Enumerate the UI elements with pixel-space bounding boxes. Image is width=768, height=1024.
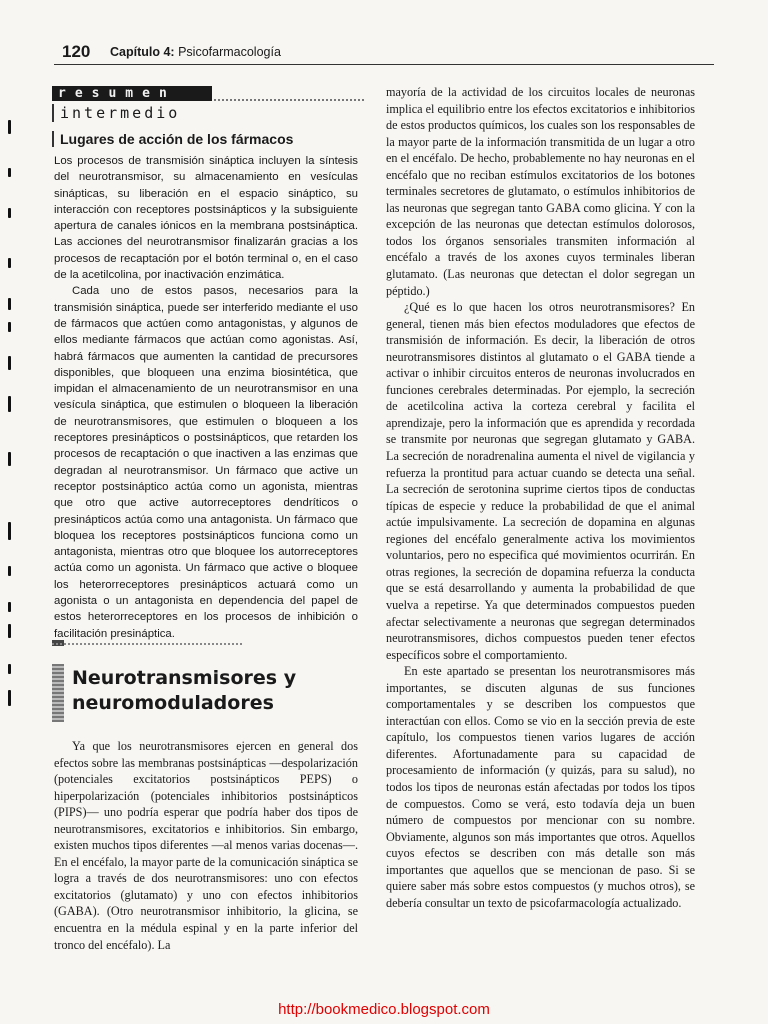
margin-mark [8,522,11,540]
summary-paragraph: Cada uno de estos pasos, necesarios para la transmisión sináptica, puede ser interferido mediante el uso de fármacos que actúen como antagonistas, y algunos de ellos mediante fármacos que actúan como agonistas. Así, habrá fármacos que aumenten la cantidad de precursores disponibles, que bloqueen una enzima biosintética, que impidan el almacenamiento de un neurotransmisor en una vesícula sináptica, que estimulen o bloqueen la liberación de neurotransmisores, que estimulen o bloqueen a los receptores presinápticos o postsinápticos, que retarden los procesos de recaptación o que inactiven a las enzimas que degradan al neurotransmisor. Un fármaco que active un receptor postsináptico actúa como un agonista, mientras que otro que active autorreceptores dendríticos o presinápticos actúa como una antagonista. Un fármaco que bloquea los receptores postsinápticos funciona como un antagonista, mientras otro que bloquee los autorreceptores actúa como un agonista. Un fármaco que active o bloquee los heterorreceptores presinápticos actuará como un agonista o un antagonista en dependencia del papel de estos heterorreceptores en los procesos de inhibición o facilitación presináptica. [54,285,358,640]
summary-paragraph: Los procesos de transmisión sináptica incluyen la síntesis del neurotransmisor, su almacenamiento en vesículas sinápticas, su liberación en el espacio sináptico, su interacción con receptores postsinápticos y la subsiguiente apertura de canales iónicos en la membrana postsináptica. Las acciones del neurotransmisor finalizarán gracias a los procesos de recaptación por el botón terminal o, en el caso de la acetilcolina, por inactivación enzimática. [54,155,358,282]
margin-mark [8,322,11,332]
body-paragraph: En este apartado se presentan los neurotransmisores más importantes, se discuten algunas de sus funciones comportamentales y se describen los compuestos que interactúan con ellos. Como se vio en la sección previa de este capítulo, los compuestos tienen varios lugares de acción diferentes. Afortunadamente para su capacidad de procesamiento de información (y quizás, para su salud), no todos los tipos de neuronas están afectadas por todos los tipos de compuestos. Como se verá, esto todavía deja un buen número de compuestos por mencionar con su nombre. Obviamente, algunos son más importantes que otros. Aquellos cuyos efectos se describen con más detalle son más importantes que aquellos que se mencionan de paso. Si se quiere saber más sobre estos compuestos (y muchos otros), se debería consultar un texto de psicofarmacología actualizado. [386,664,695,910]
body-paragraph: Ya que los neurotransmisores ejercen en general dos efectos sobre las membranas postsinápticas —despolarización (potenciales excitatorios postsinápticos PEPS) o hiperpolarización (potenciales inhibitorios postsinápticos (PIPS)— uno podría esperar que podría haber dos tipos de neurotransmisores, excitatorios e inhibitorios. Sin embargo, existen muchos tipos diferentes —al menos varias docenas—. En el encéfalo, la mayor parte de la comunicación sináptica se logra a través de dos neurotransmisores: uno con efectos excitatorios (glutamato) y uno con efectos inhibitorios (GABA). (Otro neurotransmisor inhibitorio, la glicina, se encuentra en la médula espinal y en la parte inferior del tronco del encéfalo). La [54,739,358,952]
summary-text [54,153,358,642]
margin-mark [8,452,11,466]
chapter-title: Psicofarmacología [178,45,281,59]
margin-mark [8,208,11,218]
summary-banner: resumen [52,86,212,101]
section-bar [52,664,64,722]
margin-mark [8,298,11,310]
summary-heading: Lugares de acción de los fármacos [52,131,293,147]
margin-mark [8,602,11,612]
section-title: Neurotransmisores y neuromoduladores [72,667,297,714]
margin-mark [8,664,11,674]
margin-mark [8,396,11,412]
body-paragraph: ¿Qué es lo que hacen los otros neurotransmisores? En general, tienen más bien efectos moduladores que efectos de transmisión de información. Es decir, la liberación de otros neurotransmisores distintos al glutamato o el GABA tiende a activar o inhibir circuitos enteros de neuronas involucrados en funciones cerebrales determinadas. Por ejemplo, la secreción de acetilcolina activa la corteza cerebral y facilita el aprendizaje, pero la información que es aprendida y recordada se transmite por neuronas que segregan glutamato y GABA. La secreción de noradrenalina aumenta el nivel de vigilancia y refuerza la prontitud para actuar cuando se detecta una señal. La secreción de serotonina suprime ciertos tipos de conductas típicas de especie y reduce la probabilidad de que el animal actúe impulsivamente. La secreción de dopamina en algunas regiones del encéfalo generalmente activa los movimientos voluntarios, pero no especifica qué movimientos ocurrirán. En otras regiones, la secreción de dopamina refuerza la conducta que se está desarrollando y aumenta la probabilidad de que vuelva a repetirse. Ya que determinados compuestos pueden afectar selectivamente a neuronas que segregan determinados neurotransmisores, dichos compuestos pueden tener efectos específicos sobre el comportamiento. [386,300,695,662]
banner-rule [214,99,364,101]
margin-mark [8,356,11,370]
margin-mark [8,258,11,268]
page-number: 120 [62,42,91,61]
margin-mark [8,624,11,638]
chapter-label: Capítulo 4: [110,45,175,59]
running-header [110,45,281,59]
footer-link[interactable]: http://bookmedico.blogspot.com [278,1001,490,1018]
summary-subtitle: intermedio [52,104,180,122]
margin-mark [8,690,11,706]
margin-mark [8,168,11,177]
header-rule [54,64,714,65]
margin-mark [8,566,11,576]
body-paragraph: mayoría de la actividad de los circuitos locales de neuronas implica el equilibrio entre los efectos excitatorios e inhibitorios de estos productos químicos, los cuales son los responsables de la mayor parte de la información transmitida de un lugar a otro en el encéfalo. De hecho, probablemente no hay neuronas en el encéfalo que no reciban estímulos excitatorios de los botones terminales secretores de glutamato, o estímulos inhibitorios de las neuronas que segregan tanto GABA como glicina. Y con la excepción de las neuronas que detectan estímulos dolorosos, todos los órganos sensoriales transmiten información al encéfalo a través de los axones cuyos terminales liberan glutamato. (Las neuronas que detectan el dolor segregan un péptido.) [386,85,695,298]
section-rule [52,643,242,645]
left-column-body [54,738,358,953]
margin-mark [8,120,11,134]
right-column [386,84,695,911]
